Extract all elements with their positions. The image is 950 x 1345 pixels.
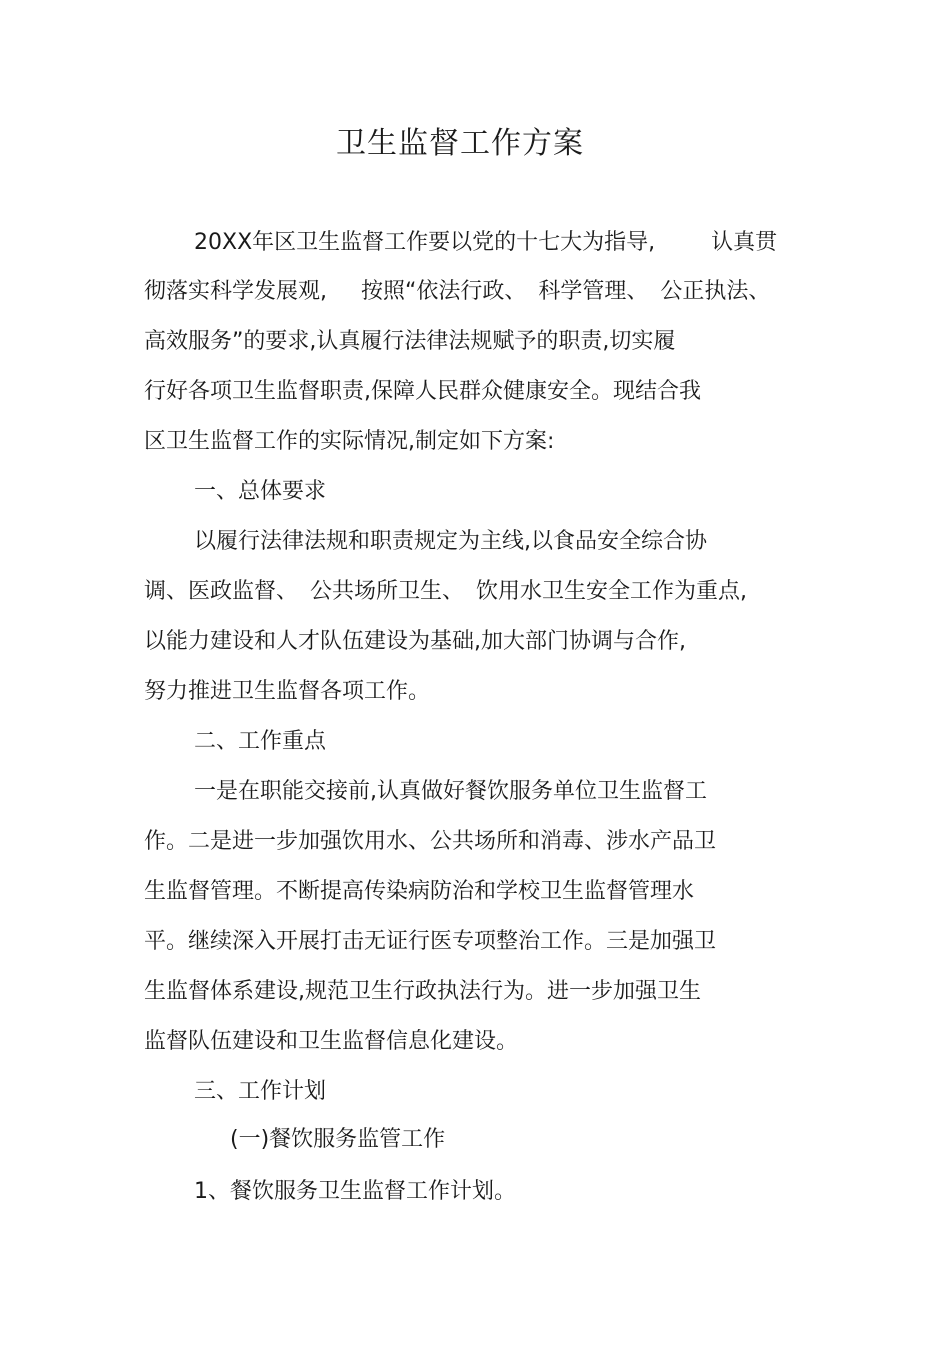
document-title: 卫生监督工作方案 bbox=[336, 126, 584, 161]
paragraph-line: 以履行法律法规和职责规定为主线,以食品安全综合协 bbox=[194, 529, 707, 554]
text-segment: 科学管理、 bbox=[538, 279, 649, 304]
text-segment: 彻落实科学发展观, bbox=[144, 279, 327, 304]
section-heading: 二、工作重点 bbox=[194, 729, 327, 754]
paragraph-line: 生监督管理。不断提高传染病防治和学校卫生监督管理水 bbox=[144, 879, 695, 904]
paragraph-line bbox=[144, 577, 747, 607]
paragraph-line: 区卫生监督工作的实际情况,制定如下方案: bbox=[144, 429, 555, 454]
text-segment: 饮用水卫生安全工作为重点, bbox=[476, 579, 748, 604]
list-item: 1、餐饮服务卫生监督工作计划。 bbox=[194, 1179, 516, 1204]
paragraph-line: 行好各项卫生监督职责,保障人民群众健康安全。现结合我 bbox=[144, 379, 701, 404]
paragraph-line: 努力推进卫生监督各项工作。 bbox=[144, 679, 431, 704]
text-segment: 按照“依法行政、 bbox=[361, 279, 527, 304]
paragraph-line: 作。二是进一步加强饮用水、公共场所和消毒、涉水产品卫 bbox=[144, 829, 717, 854]
text-segment: 认真贯 bbox=[711, 230, 778, 255]
text-segment: 公正执法、 bbox=[660, 279, 771, 304]
section-heading: 一、总体要求 bbox=[194, 479, 327, 504]
paragraph-line: 以能力建设和人才队伍建设为基础,加大部门协调与合作, bbox=[144, 629, 686, 654]
paragraph-line bbox=[144, 277, 770, 307]
text-segment: 调、医政监督、 bbox=[144, 579, 299, 604]
paragraph-line: 高效服务”的要求,认真履行法律法规赋予的职责,切实履 bbox=[144, 329, 676, 354]
paragraph-line: 平。继续深入开展打击无证行医专项整治工作。三是加强卫 bbox=[144, 929, 717, 954]
paragraph-line: 一是在职能交接前,认真做好餐饮服务单位卫生监督工 bbox=[194, 779, 707, 804]
section-heading: 三、工作计划 bbox=[194, 1079, 327, 1104]
paragraph-line: 生监督体系建设,规范卫生行政执法行为。进一步加强卫生 bbox=[144, 979, 701, 1004]
subsection-heading: (一)餐饮服务监管工作 bbox=[230, 1127, 446, 1152]
paragraph-line bbox=[194, 228, 777, 258]
text-segment: 20XX年区卫生监督工作要以党的十七大为指导, bbox=[194, 230, 656, 255]
paragraph-line: 监督队伍建设和卫生监督信息化建设。 bbox=[144, 1029, 519, 1054]
text-segment: 公共场所卫生、 bbox=[310, 579, 465, 604]
